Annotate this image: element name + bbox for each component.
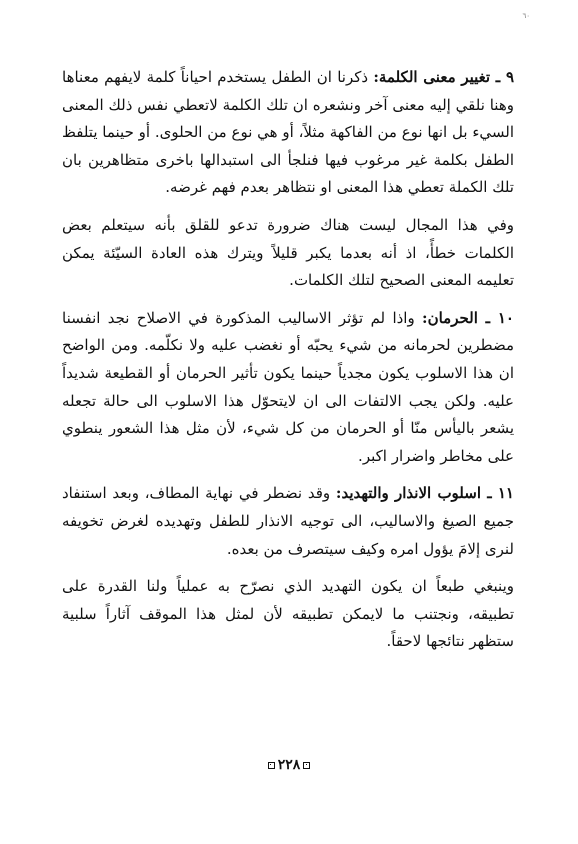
heading-9: ٩ ـ تغيير معنى الكلمة: (373, 68, 514, 86)
corner-mark: ٦٠ (522, 12, 530, 20)
paragraph-9-note-text: وفي هذا المجال ليست هناك ضرورة تدعو للقلق بأنه سيتعلم بعض الكلمات خطأً، اذ أنه بعدما يكبر قليلاً ويترك هذه العادة السيّئة يمكن تعليمه المعنى الصحيح لتلك الكلمات. (62, 215, 514, 290)
paragraph-10-text: واذا لم تؤثر الاساليب المذكورة في الاصلاح نجد انفسنا مضطرين لحرمانه من شيء يحبّه أو نغضب عليه ولا نكلّمه. ومن الواضح ان هذا الاسلوب يكون مجدياً حينما يكون تأثير الحرمان أو القطيعة شديداً عليه. ولكن يجب الالتفات الى ان لايتحوّل هذا الاسلوب الى حالة تجعله يشعر باليأس منّا أو الحرمان من كل شيء، لأن مثل هذا الشعور ينطوي على مخاطر واضرار اكبر. (62, 308, 514, 465)
paragraph-11-text: وقد نضطر في نهاية المطاف، وبعد استنفاد جميع الصيغ والاساليب، الى توجيه الانذار للطفل وتهديده لغرض تخويفه لنرى إلامَ يؤول امره وكيف سيتصرف من بعده. (62, 484, 514, 558)
paragraph-9 (62, 64, 514, 202)
page-number: ٢٢٨ (277, 757, 301, 773)
ornament-square-icon (303, 762, 310, 769)
heading-10: ١٠ ـ الحرمان: (422, 308, 514, 327)
paragraph-11-note-text: وينبغي طبعاً ان يكون التهديد الذي نصرّح به عملياً ولنا القدرة على تطبيقه، ونجتنب ما لايمكن تطبيقه لأن لمثل هذا الموقف آثاراً سلبية ستظهر نتائجها لاحقاً. (62, 577, 514, 651)
paragraph-11 (62, 480, 514, 563)
body-text (62, 64, 514, 656)
paragraph-11-note (62, 573, 514, 656)
page-footer (0, 757, 578, 773)
paragraph-9-note (62, 212, 514, 295)
heading-11: ١١ ـ اسلوب الانذار والتهديد: (335, 484, 514, 503)
paragraph-9-text: ذكرنا ان الطفل يستخدم احياناً كلمة لايفهم معناها وهنا نلقي إليه معنى آخر ونشعره ان تلك الكلمة لاتعطي نفس ذلك المعنى السيء بل انها نوع من الفاكهة مثلاً، أو هي نوع من الحلوى. أو حينما يتلفظ الطفل بكلمة غير مرغوب فيها فنلجأ الى استبدالها باخرى متظاهرين بان تلك الكملة تعطي هذا المعنى او نتظاهر بعدم فهم غرضه. (62, 68, 514, 197)
ornament-square-icon (268, 762, 275, 769)
paragraph-10 (62, 305, 514, 471)
